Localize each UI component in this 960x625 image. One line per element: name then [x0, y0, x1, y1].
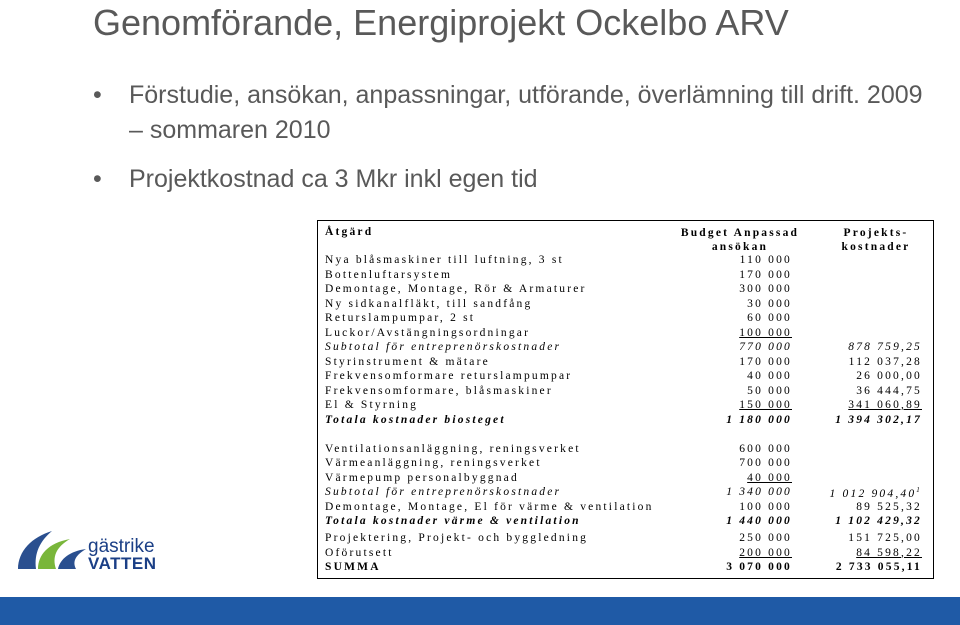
footer-bar — [0, 597, 960, 625]
bullet-dot-icon: • — [93, 81, 102, 109]
header-budget — [670, 226, 810, 254]
table-row: Nya blåsmaskiner till luftning, 3 st 110 000 — [325, 254, 792, 266]
table-row: Ny sidkanalfläkt, till sandfång 30 000 — [325, 297, 792, 310]
logo-text-gastrike: gästrike — [88, 536, 155, 557]
table-row: El & Styrning 150 000 341 060,89 — [325, 399, 922, 411]
bullet-dot-icon: • — [93, 165, 102, 193]
header-budget-line2: ansökan — [711, 241, 769, 253]
table-row-total: Totala kostnader värme & ventilation 1 440 000 1 102 429,32 — [325, 515, 922, 527]
logo-text-vatten: VATTEN — [88, 554, 157, 573]
table-row: Frekvensomformare, blåsmaskiner 50 000 36 444,75 — [325, 384, 922, 397]
header-projekt-line2: kostnader — [841, 241, 911, 253]
table-row-subtotal: Subtotal för entreprenörskostnader 770 000 878 759,25 — [325, 341, 922, 353]
header-budget-line1: Budget Anpassad — [680, 227, 800, 239]
header-atgard: Åtgärd — [325, 226, 374, 238]
table-row: Returslampumpar, 2 st 60 000 — [325, 312, 792, 324]
table-row-total: Totala kostnader biosteget 1 180 000 1 394 302,17 — [325, 413, 922, 426]
table-row: Styrinstrument & mätare 170 000 112 037,28 — [325, 355, 922, 368]
table-row: Demontage, Montage, Rör & Armaturer 300 000 — [325, 283, 792, 295]
table-row: Ventilationsanläggning, reningsverket 600 000 — [325, 442, 792, 455]
footnote-marker: 1 — [916, 486, 922, 494]
slide-title: Genomförande, Energiprojekt Ockelbo ARV — [93, 2, 789, 43]
table-row: Oförutsett 200 000 84 598,22 — [325, 546, 922, 559]
bullet-list — [93, 78, 933, 211]
table-row: Projektering, Projekt- och byggledning 250 000 151 725,00 — [325, 532, 922, 544]
header-projektskostnader — [826, 226, 926, 254]
table-row: Värmeanläggning, reningsverket 700 000 — [325, 457, 792, 469]
table-row: Luckor/Avstängningsordningar 100 000 — [325, 326, 792, 339]
bullet-item — [93, 162, 933, 197]
table-row: Demontage, Montage, El för värme & ventilation 100 000 89 525,32 — [325, 500, 922, 513]
cost-table — [317, 220, 934, 579]
table-row-subtotal: Subtotal för entreprenörskostnader 1 340 000 1 012 904,40$^1$ — [325, 486, 922, 500]
header-projekt-line1: Projekts- — [843, 227, 909, 239]
bullet-text: Projektkostnad ca 3 Mkr inkl egen tid — [129, 165, 538, 193]
table-row: Frekvensomformare returslampumpar 40 000 26 000,00 — [325, 370, 922, 382]
bullet-text: Förstudie, ansökan, anpassningar, utförande, överlämning till drift. 2009 – sommaren 2010 — [129, 81, 923, 144]
table-row-summa: SUMMA 3 070 000 2 733 055,11 — [325, 561, 922, 573]
bullet-item — [93, 78, 933, 148]
table-row: Värmepump personalbyggnad 40 000 — [325, 471, 792, 484]
table-row: Bottenluftarsystem 170 000 — [325, 268, 792, 281]
